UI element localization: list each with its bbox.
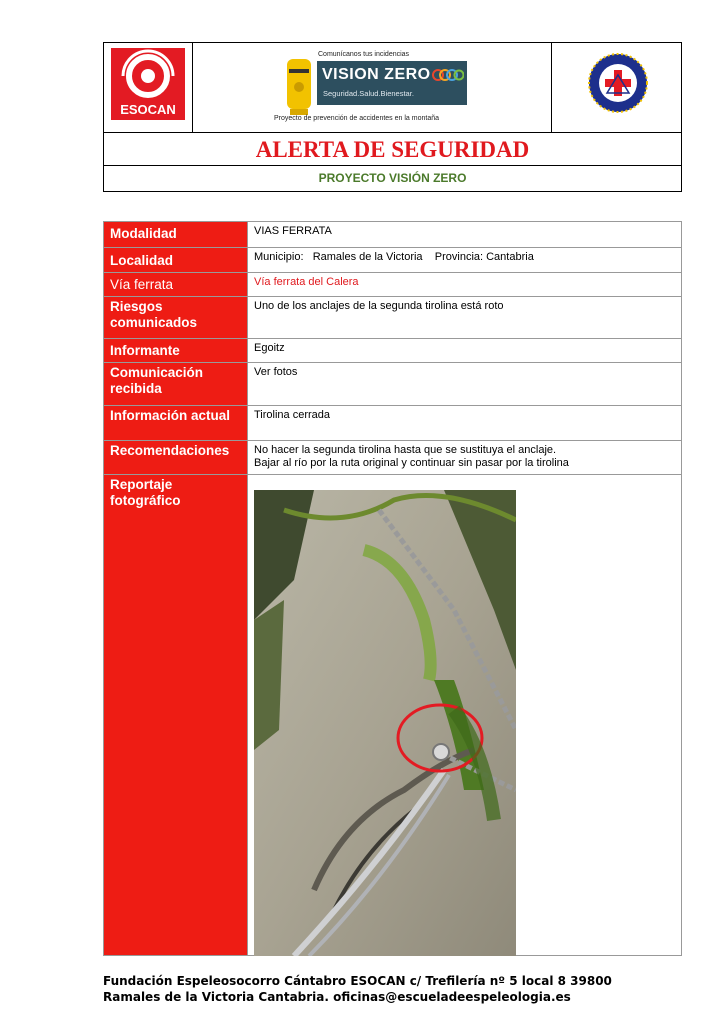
row-recomendaciones bbox=[104, 441, 681, 475]
row-label: Recomendaciones bbox=[110, 443, 230, 458]
row-modalidad bbox=[104, 222, 681, 248]
row-label: Informante bbox=[110, 343, 180, 358]
esocan-logo bbox=[111, 48, 185, 120]
row-localidad bbox=[104, 248, 681, 273]
row-label: Comunicación recibida bbox=[110, 365, 204, 396]
row-informacion bbox=[104, 406, 681, 441]
alert-title: ALERTA DE SEGURIDAD bbox=[255, 137, 530, 162]
vision-zero-banner bbox=[317, 61, 467, 105]
esocan-logo-text: ESOCAN bbox=[120, 102, 176, 117]
row-label: Riesgos comunicados bbox=[110, 299, 198, 330]
footer bbox=[103, 974, 703, 1005]
row-comunicacion bbox=[104, 363, 681, 406]
vision-zero-bottom-text: Proyecto de prevención de accidentes en la montaña bbox=[274, 115, 439, 122]
logos-row bbox=[104, 43, 681, 133]
row-informante bbox=[104, 339, 681, 363]
row-value: Municipio: Ramales de la Victoria Provincia: Cantabria bbox=[254, 251, 534, 263]
alert-title-row bbox=[104, 133, 681, 166]
anchor-photo bbox=[254, 490, 516, 956]
row-value: Tirolina cerrada bbox=[254, 409, 331, 421]
row-label: Localidad bbox=[110, 253, 174, 268]
vision-zero-subtitle: Seguridad.Salud.Bienestar. bbox=[323, 89, 414, 98]
project-title: PROYECTO VISIÓN ZERO bbox=[318, 171, 467, 185]
row-value: Uno de los anclajes de la segunda tirolina está roto bbox=[254, 300, 504, 312]
row-label: Vía ferrata bbox=[110, 277, 174, 292]
badge-logo-cell bbox=[551, 43, 681, 132]
row-label: Modalidad bbox=[110, 226, 177, 241]
vision-zero-top-text: Comunícanos tus incidencias bbox=[318, 51, 410, 58]
vision-zero-title: VISION ZERO bbox=[322, 66, 431, 83]
footer-line-2: Ramales de la Victoria Cantabria. oficinas@escueladeespeleologia.es bbox=[103, 989, 571, 1004]
mailbox-icon bbox=[284, 55, 314, 117]
header-box bbox=[103, 42, 682, 192]
alert-table bbox=[103, 221, 682, 956]
row-value: Egoitz bbox=[254, 342, 285, 354]
row-value: No hacer la segunda tirolina hasta que se sustituya el anclaje. Bajar al río por la ruta original y continuar sin pasar por la tirolina bbox=[254, 444, 569, 469]
rescue-badge-icon bbox=[588, 53, 648, 113]
rings-icon bbox=[432, 68, 464, 82]
row-riesgos bbox=[104, 297, 681, 339]
project-title-row bbox=[104, 166, 681, 191]
row-via-ferrata bbox=[104, 273, 681, 297]
vision-zero-logo bbox=[274, 49, 484, 129]
row-value: Ver fotos bbox=[254, 366, 298, 378]
footer-line-1: Fundación Espeleosocorro Cántabro ESOCAN c/ Trefilería nº 5 local 8 39800 bbox=[103, 974, 612, 988]
row-label: Información actual bbox=[110, 408, 231, 423]
row-value: Vía ferrata del Calera bbox=[254, 276, 359, 288]
row-label: Reportaje fotográfico bbox=[110, 477, 181, 508]
esocan-logo-cell bbox=[104, 43, 193, 132]
row-value: VIAS FERRATA bbox=[254, 225, 332, 237]
